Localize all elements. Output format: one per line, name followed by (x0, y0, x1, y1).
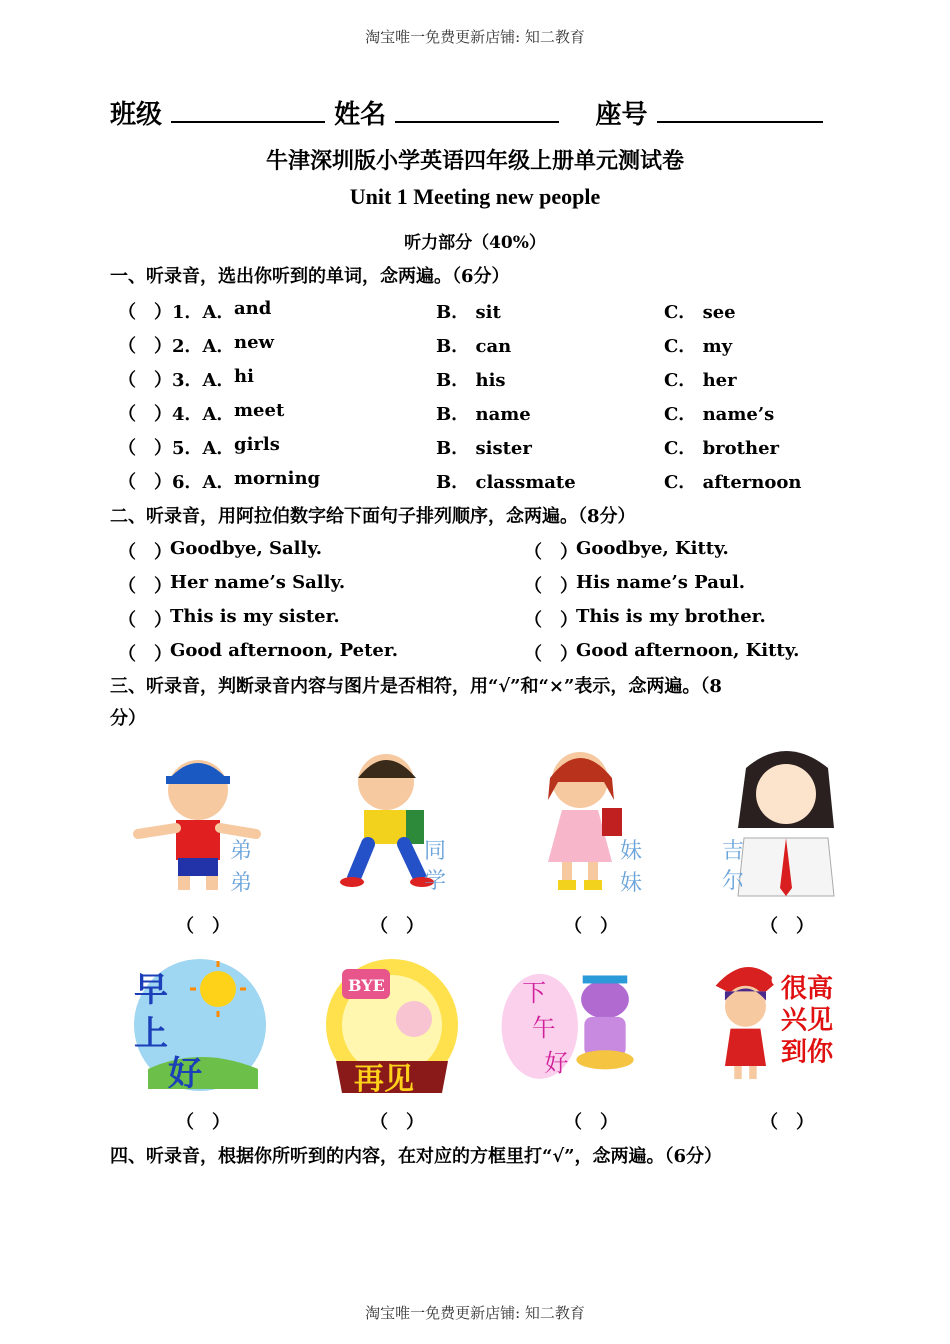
answer-paren[interactable]: （ ） (118, 404, 172, 425)
option-a: morning (234, 468, 321, 489)
answer-paren[interactable]: （ ） (118, 370, 172, 391)
picture-nice-to-meet-you (710, 944, 850, 1104)
section4-title: 四、听录音，根据你所听到的内容，在对应的方框里打“√”，念两遍。（6分） (110, 1146, 723, 1167)
class-blank[interactable] (171, 99, 325, 123)
order-paren[interactable]: （ ） (118, 610, 172, 631)
question-number: 1．A． (172, 302, 235, 323)
caption-sister-2: 妹 (620, 871, 643, 896)
caption-morning-2: 上 (134, 1014, 168, 1054)
caption-afternoon-2: 午 (531, 1013, 556, 1042)
picture-good-afternoon (500, 944, 640, 1104)
answer-paren[interactable]: （ ） (118, 302, 172, 323)
picture-brother (128, 738, 268, 898)
sentence: His name’s Paul. (576, 572, 746, 593)
answer-paren-r1-2[interactable]: （ ） (370, 916, 424, 937)
caption-morning-1: 早 (134, 970, 168, 1010)
option-b: B． his (436, 370, 506, 391)
option-a: hi (234, 366, 254, 387)
sentence: Her name’s Sally. (170, 572, 346, 593)
option-a: girls (234, 434, 280, 455)
option-c: C． her (664, 370, 737, 391)
order-paren[interactable]: （ ） (118, 542, 172, 563)
section1-title: 一、听录音，选出你听到的单词，念两遍。（6分） (110, 266, 510, 287)
caption-nice-3: 到你 (780, 1036, 834, 1068)
option-a: meet (234, 400, 285, 421)
section2-title: 二、听录音，用阿拉伯数字给下面句子排列顺序，念两遍。（8分） (110, 506, 636, 527)
option-a: new (234, 332, 275, 353)
answer-paren-r2-1[interactable]: （ ） (176, 1112, 230, 1133)
caption-nice-1: 很高 (780, 972, 834, 1004)
option-c: C． my (664, 336, 733, 357)
name-label: 姓名 (334, 100, 387, 130)
answer-paren-r1-3[interactable]: （ ） (564, 916, 618, 937)
seat-label: 座号 (595, 100, 648, 130)
caption-brother-1: 弟 (230, 839, 253, 864)
option-c: C． see (664, 302, 736, 323)
order-paren[interactable]: （ ） (118, 576, 172, 597)
sentence: Goodbye, Sally. (170, 538, 322, 559)
option-a: and (234, 298, 272, 319)
option-b: B． can (436, 336, 512, 357)
picture-good-morning (128, 944, 268, 1104)
sentence: Good afternoon, Kitty. (576, 640, 800, 661)
sentence: Good afternoon, Peter. (170, 640, 398, 661)
answer-paren-r2-4[interactable]: （ ） (760, 1112, 814, 1133)
sentence: This is my brother. (576, 606, 766, 627)
order-paren[interactable]: （ ） (524, 644, 578, 665)
section3-title-line1: 三、听录音，判断录音内容与图片是否相符，用“√”和“×”表示，念两遍。（8 (110, 676, 722, 697)
question-number: 6．A． (172, 472, 235, 493)
unit-title: Unit 1 Meeting new people (349, 184, 601, 209)
caption-jill-2: 尔 (722, 869, 745, 894)
answer-paren-r2-2[interactable]: （ ） (370, 1112, 424, 1133)
picture-goodbye (322, 944, 462, 1104)
question-number: 4．A． (172, 404, 235, 425)
caption-nice-2: 兴见 (780, 1004, 834, 1036)
caption-sister-1: 妹 (620, 839, 643, 864)
order-paren[interactable]: （ ） (524, 576, 578, 597)
caption-afternoon-1: 下 (522, 978, 547, 1007)
sentence: Goodbye, Kitty. (576, 538, 729, 559)
picture-jill (716, 738, 856, 898)
option-b: B． classmate (436, 472, 576, 493)
option-b: B． sister (436, 438, 532, 459)
caption-classmate-1: 同 (424, 839, 447, 864)
answer-paren[interactable]: （ ） (118, 472, 172, 493)
seat-blank[interactable] (657, 99, 823, 123)
question-number: 2．A． (172, 336, 235, 357)
section3-title-line2: 分） (110, 708, 146, 729)
page-footer: 淘宝唯一免费更新店铺: 知二教育 (365, 1304, 585, 1322)
question-number: 3．A． (172, 370, 235, 391)
caption-goodbye: 再见 (354, 1062, 414, 1097)
caption-afternoon-3: 好 (544, 1048, 569, 1077)
caption-jill-1: 吉 (722, 839, 745, 864)
option-c: C． afternoon (664, 472, 802, 493)
option-c: C． name’s (664, 404, 775, 425)
question-number: 5．A． (172, 438, 235, 459)
option-b: B． name (436, 404, 531, 425)
order-paren[interactable]: （ ） (524, 610, 578, 631)
answer-paren-r1-1[interactable]: （ ） (176, 916, 230, 937)
caption-classmate-2: 学 (424, 869, 447, 894)
option-b: B． sit (436, 302, 501, 323)
answer-paren-r1-4[interactable]: （ ） (760, 916, 814, 937)
order-paren[interactable]: （ ） (118, 644, 172, 665)
class-label: 班级 (110, 100, 163, 130)
answer-paren[interactable]: （ ） (118, 336, 172, 357)
option-c: C． brother (664, 438, 780, 459)
caption-brother-2: 弟 (230, 871, 253, 896)
student-info-line (110, 94, 823, 131)
answer-paren[interactable]: （ ） (118, 438, 172, 459)
answer-paren-r2-3[interactable]: （ ） (564, 1112, 618, 1133)
page-header: 淘宝唯一免费更新店铺: 知二教育 (365, 28, 585, 46)
picture-sister (518, 738, 658, 898)
order-paren[interactable]: （ ） (524, 542, 578, 563)
caption-bye: BYE (348, 976, 385, 995)
listening-title: 听力部分（40%） (404, 233, 546, 253)
name-blank[interactable] (395, 99, 559, 123)
caption-morning-3: 好 (168, 1054, 202, 1094)
page-title: 牛津深圳版小学英语四年级上册单元测试卷 (265, 148, 684, 174)
picture-classmate (324, 738, 464, 898)
sentence: This is my sister. (170, 606, 340, 627)
